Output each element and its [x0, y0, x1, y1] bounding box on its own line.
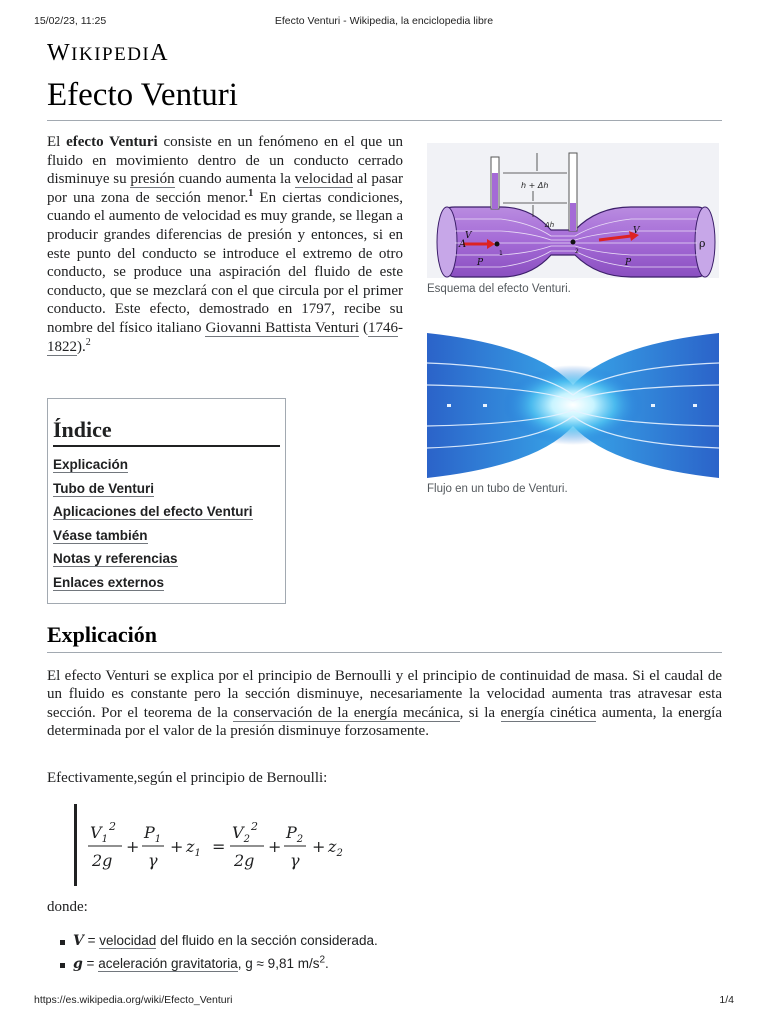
print-footer [34, 994, 734, 1006]
intro-paragraph: El efecto Venturi consiste en un fenómeno en el que un fluido en movimiento dentro de un conducto cerrado disminuye su presión cuando aumenta la velocidad al pasar por una zona de sección menor.$^1$ En ciertas condiciones, cuando el aumento de velocidad es muy grande, se llegan a producir grandes diferencias de presión y entonces, si en este punto del conducto se introduce el extremo de otro conducto, se produce una aspiración del fluido de este conducto, que se mezclará con el que circula por el primer conducto. Este efecto, demostrado en 1797, recibe su nombre del físico italiano Giovanni Battista Venturi (1746-1822).$^2$ [47, 134, 404, 355]
venturi-diagram-figure [427, 143, 719, 295]
svg-text:P: P [625, 258, 632, 268]
figure2-caption: Flujo en un tubo de Venturi. [427, 483, 568, 495]
donde-label: donde: [47, 899, 88, 915]
link-giovanni-venturi[interactable]: Giovanni Battista Venturi [205, 319, 359, 336]
svg-text:V: V [465, 231, 472, 241]
ref-2[interactable]: 2 [85, 336, 91, 348]
toc-item-vease-tambien[interactable]: Véase también [53, 527, 148, 543]
section-heading-explicacion: Explicación [47, 622, 722, 653]
svg-text:A: A [459, 239, 467, 250]
figure1-caption: Esquema del efecto Venturi. [427, 283, 571, 295]
toc-item-tubo-de-venturi[interactable]: Tubo de Venturi [53, 480, 154, 496]
toc-item-aplicaciones[interactable]: Aplicaciones del efecto Venturi [53, 504, 253, 520]
link-1746[interactable]: 1746 [368, 319, 398, 336]
link-velocidad-var[interactable]: velocidad [99, 933, 157, 948]
print-timestamp: 15/02/23, 11:25 [34, 15, 107, 27]
venturi-flow-image[interactable] [427, 333, 719, 478]
print-url: https://es.wikipedia.org/wiki/Efecto_Venturi [34, 994, 233, 1006]
print-page-number: 1/4 [719, 994, 734, 1006]
venturi-flow-figure [427, 333, 719, 495]
link-aceleracion-gravitatoria[interactable]: aceleración gravitatoria [98, 956, 238, 971]
svg-text:γ: γ [290, 851, 300, 870]
svg-text:V: V [633, 226, 640, 236]
svg-text:P1: $P_1$ [144, 823, 162, 845]
svg-text:γ: γ [148, 851, 158, 870]
svg-text:V22: $V_2^2$ [232, 820, 258, 845]
print-title: Efecto Venturi - Wikipedia, la enciclopedia libre [274, 15, 494, 27]
toc-title: Índice [53, 417, 280, 447]
svg-text:ρ: ρ [699, 237, 706, 250]
svg-text:+: + [268, 837, 282, 856]
svg-text:2g: 2g [234, 851, 255, 870]
wikipedia-logo[interactable]: WIKIPEDIA [47, 40, 170, 66]
svg-text:P2: $P_2$ [286, 823, 304, 845]
toc-item-explicacion[interactable]: Explicación [53, 457, 129, 472]
toc-item-notas-referencias[interactable]: Notas y referencias [53, 551, 178, 567]
svg-text:P: P [477, 258, 484, 268]
list-item: V = velocidad del fluido en la sección considerada. [47, 931, 378, 954]
link-1822[interactable]: 1822 [47, 338, 77, 355]
svg-text:z1: $z_1$ [186, 837, 201, 859]
toc-list [53, 453, 280, 595]
table-of-contents [47, 398, 286, 604]
bernoulli-intro: Efectivamente,según el principio de Bernoulli: [47, 770, 328, 786]
link-energia-cinetica[interactable]: energía cinética [500, 704, 597, 721]
svg-text:=: = [212, 837, 226, 856]
variables-list [47, 931, 378, 977]
link-velocidad[interactable]: velocidad [294, 171, 353, 188]
svg-text:h + Δh: h + Δh [521, 181, 549, 190]
ref-1[interactable]: 1 [248, 187, 254, 199]
svg-text:+: + [126, 837, 140, 856]
svg-text:V12: $V_1^2$ [90, 820, 116, 845]
toc-item-enlaces-externos[interactable]: Enlaces externos [53, 574, 165, 590]
svg-text:+: + [170, 837, 184, 856]
list-item: g = aceleración gravitatoria, g ≈ 9,81 $m/s^2$. [47, 954, 378, 977]
venturi-diagram[interactable] [427, 143, 719, 278]
page-title: Efecto Venturi [47, 73, 722, 121]
svg-text:z2: $z_2$ [328, 837, 343, 859]
svg-text:2g: 2g [92, 851, 113, 870]
svg-text:1: 1 [499, 250, 503, 257]
bernoulli-formula [74, 804, 343, 886]
svg-text:2: 2 [575, 248, 579, 255]
explicacion-paragraph: El efecto Venturi se explica por el principio de Bernoulli y el principio de continuidad de masa. Si el caudal de un fluido es constante pero la sección disminuye, necesariamente la velocidad aumenta tras atravesar esta sección. Por el teorema de la conservación de la energía mecánica, si la energía cinética aumenta, la energía determinada por el valor de la presión disminuye forzosamente. [47, 668, 723, 740]
link-presion[interactable]: presión [130, 171, 175, 188]
svg-text:+: + [312, 837, 326, 856]
link-conservacion-energia[interactable]: conservación de la energía mecánica [233, 704, 460, 721]
svg-text:Δh: Δh [545, 221, 555, 229]
